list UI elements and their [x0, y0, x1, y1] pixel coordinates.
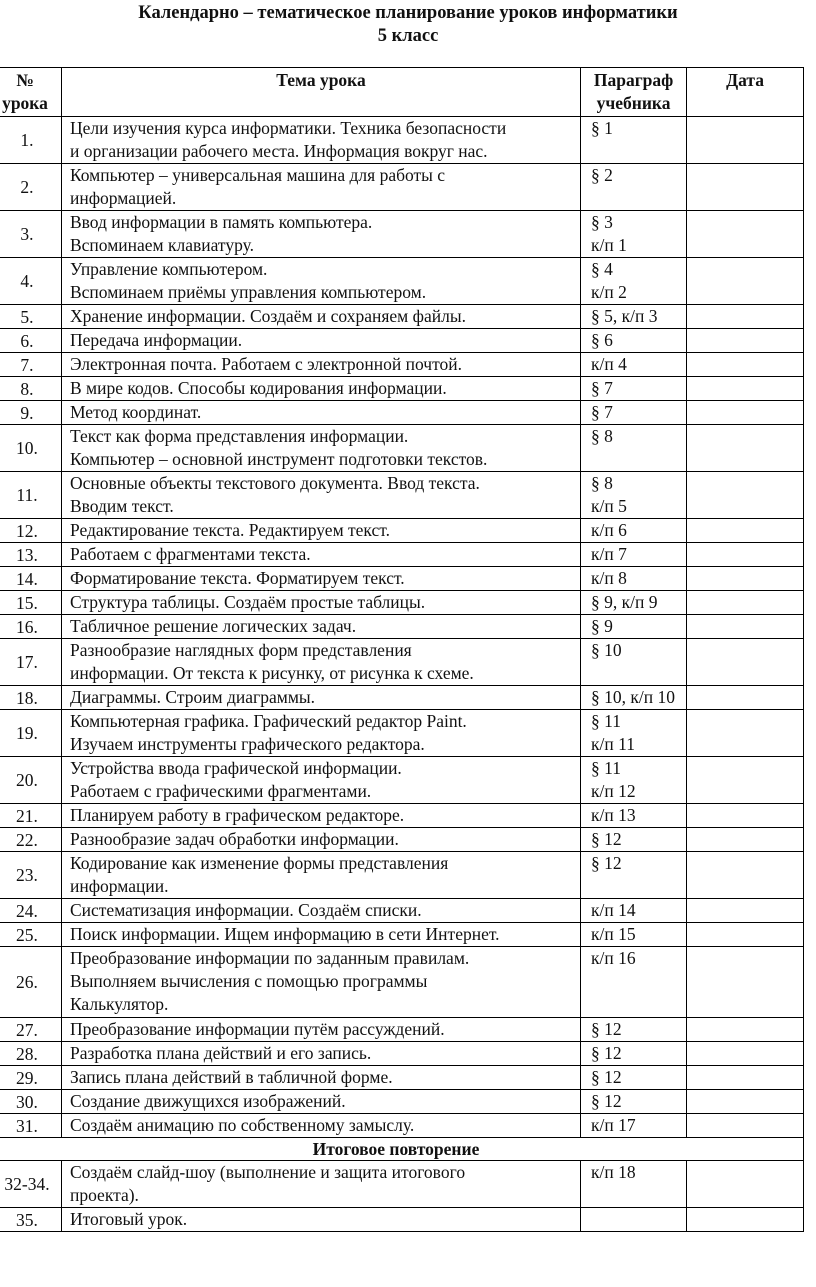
lesson-topic: В мире кодов. Способы кодирования информации.: [61, 377, 580, 401]
lesson-topic: Кодирование как изменение формы представления информации.: [61, 852, 580, 899]
lesson-paragraph: к/п 17: [581, 1114, 687, 1138]
lesson-date: [687, 425, 804, 472]
table-row: [0, 1066, 804, 1090]
lesson-paragraph: к/п 8: [581, 567, 687, 591]
lesson-plan-table: [0, 67, 804, 1232]
lesson-topic: Табличное решение логических задач.: [61, 615, 580, 639]
table-row: [0, 639, 804, 686]
lesson-date: [687, 639, 804, 686]
lesson-number: 13.: [0, 543, 61, 567]
lesson-number: 12.: [0, 519, 61, 543]
table-row: [0, 1208, 804, 1232]
lesson-paragraph: к/п 18: [581, 1161, 687, 1208]
lesson-topic: Диаграммы. Строим диаграммы.: [61, 686, 580, 710]
lesson-number: 22.: [0, 828, 61, 852]
table-row: [0, 1114, 804, 1138]
table-row: [0, 686, 804, 710]
lesson-number: 30.: [0, 1090, 61, 1114]
lesson-paragraph: к/п 4: [581, 353, 687, 377]
lesson-topic: Устройства ввода графической информации. Работаем с графическими фрагментами.: [61, 757, 580, 804]
lesson-date: [687, 258, 804, 305]
lesson-paragraph: § 9, к/п 9: [581, 591, 687, 615]
section-title: Итоговое повторение: [0, 1138, 804, 1161]
lesson-number: 6.: [0, 329, 61, 353]
lesson-number: 32-34.: [0, 1161, 61, 1208]
lesson-topic: Редактирование текста. Редактируем текст.: [61, 519, 580, 543]
table-row: [0, 117, 804, 164]
lesson-date: [687, 1090, 804, 1114]
lesson-date: [687, 591, 804, 615]
lesson-topic: Итоговый урок.: [61, 1208, 580, 1232]
table-row: [0, 567, 804, 591]
lesson-number: 3.: [0, 211, 61, 258]
lesson-number: 24.: [0, 899, 61, 923]
lesson-topic: Разработка плана действий и его запись.: [61, 1042, 580, 1066]
document-title: [0, 2, 816, 48]
lesson-paragraph: § 1: [581, 117, 687, 164]
header-date: Дата: [687, 68, 804, 117]
table-row: [0, 591, 804, 615]
table-row: [0, 1090, 804, 1114]
lesson-paragraph: § 12: [581, 1042, 687, 1066]
lesson-paragraph: § 12: [581, 1090, 687, 1114]
table-row: [0, 757, 804, 804]
lesson-paragraph: § 10, к/п 10: [581, 686, 687, 710]
table-row: [0, 472, 804, 519]
table-row: [0, 804, 804, 828]
table-row: [0, 543, 804, 567]
lesson-topic: Передача информации.: [61, 329, 580, 353]
table-row: [0, 425, 804, 472]
header-paragraph: Параграф учебника: [581, 68, 687, 117]
lesson-date: [687, 1114, 804, 1138]
lesson-date: [687, 1208, 804, 1232]
lesson-date: [687, 305, 804, 329]
lesson-paragraph: § 7: [581, 377, 687, 401]
lesson-date: [687, 615, 804, 639]
table-row: [0, 710, 804, 757]
lesson-paragraph: § 7: [581, 401, 687, 425]
table-row: [0, 211, 804, 258]
lesson-paragraph: к/п 15: [581, 923, 687, 947]
lesson-paragraph: § 3 к/п 1: [581, 211, 687, 258]
lesson-number: 1.: [0, 117, 61, 164]
table-row: [0, 828, 804, 852]
lesson-number: 21.: [0, 804, 61, 828]
lesson-topic: Электронная почта. Работаем с электронной почтой.: [61, 353, 580, 377]
lesson-number: 8.: [0, 377, 61, 401]
lesson-date: [687, 211, 804, 258]
lesson-date: [687, 567, 804, 591]
lesson-number: 26.: [0, 947, 61, 1018]
table-row: [0, 305, 804, 329]
lesson-topic: Управление компьютером. Вспоминаем приёмы управления компьютером.: [61, 258, 580, 305]
lesson-paragraph: § 8: [581, 425, 687, 472]
lesson-date: [687, 543, 804, 567]
lesson-date: [687, 519, 804, 543]
lesson-date: [687, 1018, 804, 1042]
lesson-topic: Преобразование информации по заданным правилам. Выполняем вычисления с помощью программы Калькулятор.: [61, 947, 580, 1018]
lesson-date: [687, 401, 804, 425]
table-row: [0, 377, 804, 401]
lesson-paragraph: § 6: [581, 329, 687, 353]
lesson-topic: Создаём анимацию по собственному замыслу.: [61, 1114, 580, 1138]
lesson-date: [687, 852, 804, 899]
table-row: [0, 401, 804, 425]
lesson-number: 10.: [0, 425, 61, 472]
lesson-number: 15.: [0, 591, 61, 615]
lesson-topic: Работаем с фрагментами текста.: [61, 543, 580, 567]
lesson-topic: Форматирование текста. Форматируем текст.: [61, 567, 580, 591]
title-line-2: 5 класс: [377, 26, 439, 46]
lesson-paragraph: § 10: [581, 639, 687, 686]
table-row: [0, 1161, 804, 1208]
lesson-number: 35.: [0, 1208, 61, 1232]
lesson-topic: Разнообразие задач обработки информации.: [61, 828, 580, 852]
lesson-topic: Основные объекты текстового документа. Ввод текста. Вводим текст.: [61, 472, 580, 519]
table-row: [0, 899, 804, 923]
lesson-paragraph: § 2: [581, 164, 687, 211]
lesson-date: [687, 947, 804, 1018]
lesson-number: 5.: [0, 305, 61, 329]
lesson-number: 16.: [0, 615, 61, 639]
lesson-topic: Планируем работу в графическом редакторе.: [61, 804, 580, 828]
lesson-date: [687, 710, 804, 757]
lesson-date: [687, 377, 804, 401]
lesson-topic: Ввод информации в память компьютера. Вспоминаем клавиатуру.: [61, 211, 580, 258]
lesson-date: [687, 828, 804, 852]
section-row: [0, 1138, 804, 1161]
lesson-date: [687, 923, 804, 947]
table-row: [0, 1042, 804, 1066]
lesson-date: [687, 472, 804, 519]
lesson-number: 25.: [0, 923, 61, 947]
lesson-number: 27.: [0, 1018, 61, 1042]
lesson-number: 7.: [0, 353, 61, 377]
header-num: № урока: [0, 68, 61, 117]
lesson-paragraph: § 9: [581, 615, 687, 639]
lesson-topic: Разнообразие наглядных форм представления информации. От текста к рисунку, от рисунка к схеме.: [61, 639, 580, 686]
lesson-paragraph: § 12: [581, 1066, 687, 1090]
table-row: [0, 923, 804, 947]
lesson-date: [687, 686, 804, 710]
table-row: [0, 1018, 804, 1042]
lesson-paragraph: § 5, к/п 3: [581, 305, 687, 329]
lesson-topic: Компьютер – универсальная машина для работы с информацией.: [61, 164, 580, 211]
lesson-paragraph: § 12: [581, 1018, 687, 1042]
lesson-number: 18.: [0, 686, 61, 710]
table-row: [0, 615, 804, 639]
lesson-paragraph: § 4 к/п 2: [581, 258, 687, 305]
lesson-paragraph: [581, 1208, 687, 1232]
lesson-date: [687, 757, 804, 804]
lesson-paragraph: § 11 к/п 12: [581, 757, 687, 804]
lesson-number: 19.: [0, 710, 61, 757]
lesson-number: 29.: [0, 1066, 61, 1090]
lesson-date: [687, 899, 804, 923]
table-row: [0, 852, 804, 899]
lesson-paragraph: к/п 6: [581, 519, 687, 543]
lesson-number: 23.: [0, 852, 61, 899]
lesson-paragraph: к/п 14: [581, 899, 687, 923]
lesson-date: [687, 329, 804, 353]
lesson-topic: Создаём слайд-шоу (выполнение и защита итогового проекта).: [61, 1161, 580, 1208]
title-line-1: Календарно – тематическое планирование уроков информатики: [138, 3, 678, 23]
lesson-topic: Запись плана действий в табличной форме.: [61, 1066, 580, 1090]
lesson-date: [687, 164, 804, 211]
lesson-paragraph: к/п 16: [581, 947, 687, 1018]
lesson-topic: Преобразование информации путём рассуждений.: [61, 1018, 580, 1042]
table-row: [0, 258, 804, 305]
lesson-topic: Поиск информации. Ищем информацию в сети Интернет.: [61, 923, 580, 947]
lesson-number: 4.: [0, 258, 61, 305]
lesson-topic: Цели изучения курса информатики. Техника безопасности и организации рабочего места. Информация вокруг нас.: [61, 117, 580, 164]
lesson-date: [687, 117, 804, 164]
table-row: [0, 329, 804, 353]
table-header-row: [0, 68, 804, 117]
lesson-topic: Компьютерная графика. Графический редактор Paint. Изучаем инструменты графического редактора.: [61, 710, 580, 757]
lesson-date: [687, 1066, 804, 1090]
lesson-number: 17.: [0, 639, 61, 686]
lesson-paragraph: § 11 к/п 11: [581, 710, 687, 757]
lesson-topic: Систематизация информации. Создаём списки.: [61, 899, 580, 923]
lesson-number: 9.: [0, 401, 61, 425]
lesson-number: 11.: [0, 472, 61, 519]
lesson-paragraph: § 12: [581, 828, 687, 852]
lesson-number: 20.: [0, 757, 61, 804]
table-row: [0, 353, 804, 377]
table-row: [0, 519, 804, 543]
lesson-paragraph: § 8 к/п 5: [581, 472, 687, 519]
lesson-topic: Создание движущихся изображений.: [61, 1090, 580, 1114]
lesson-date: [687, 1042, 804, 1066]
lesson-number: 2.: [0, 164, 61, 211]
lesson-date: [687, 804, 804, 828]
lesson-topic: Метод координат.: [61, 401, 580, 425]
lesson-topic: Хранение информации. Создаём и сохраняем файлы.: [61, 305, 580, 329]
table-row: [0, 164, 804, 211]
lesson-topic: Структура таблицы. Создаём простые таблицы.: [61, 591, 580, 615]
lesson-paragraph: к/п 7: [581, 543, 687, 567]
lesson-date: [687, 353, 804, 377]
lesson-number: 28.: [0, 1042, 61, 1066]
lesson-number: 14.: [0, 567, 61, 591]
header-topic: Тема урока: [61, 68, 580, 117]
lesson-number: 31.: [0, 1114, 61, 1138]
lesson-date: [687, 1161, 804, 1208]
table-row: [0, 947, 804, 1018]
lesson-paragraph: к/п 13: [581, 804, 687, 828]
lesson-topic: Текст как форма представления информации. Компьютер – основной инструмент подготовки текстов.: [61, 425, 580, 472]
lesson-paragraph: § 12: [581, 852, 687, 899]
